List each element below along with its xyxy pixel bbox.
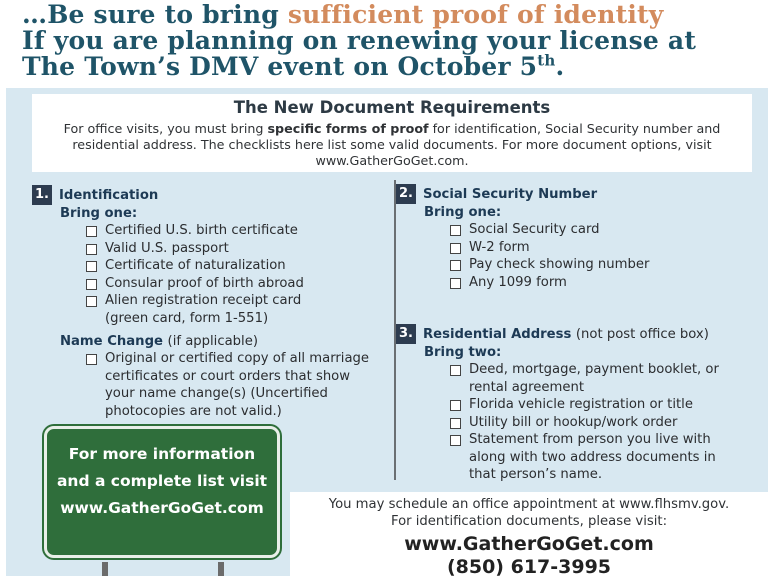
- intro-title: The New Document Requirements: [233, 98, 551, 117]
- ssn-bring: Bring one:: [424, 205, 502, 220]
- checklist-item[interactable]: [86, 222, 382, 240]
- checklist-item-label: Valid U.S. passport: [105, 240, 229, 256]
- checkbox[interactable]: [86, 261, 97, 272]
- checkbox[interactable]: [86, 296, 97, 307]
- appointment-line-1: You may schedule an office appointment at www.flhsmv.gov.: [328, 497, 730, 512]
- checkbox[interactable]: [86, 226, 97, 237]
- checklist-item[interactable]: [86, 257, 382, 275]
- headline-line-3-text: The Town’s DMV event on October 5: [22, 52, 538, 81]
- intro-text-bold: specific forms of proof: [267, 121, 429, 136]
- ssn-title: Social Security Number: [423, 186, 598, 202]
- intro-text: [32, 121, 752, 169]
- name-change-note: (if applicable): [167, 334, 258, 349]
- checklist-item-label: Alien registration receipt card (green card, form 1-551): [105, 293, 302, 326]
- name-change-title: Name Change: [60, 334, 163, 349]
- headline-line-3: [22, 51, 762, 81]
- checkbox[interactable]: [450, 243, 461, 254]
- intro-panel: [32, 94, 752, 172]
- checklist-item[interactable]: [86, 292, 318, 327]
- headline-line-2: If you are planning on renewing your license at: [22, 26, 697, 55]
- checklist-item[interactable]: [450, 431, 730, 484]
- ssn-heading: [396, 184, 746, 204]
- checklist-item[interactable]: [86, 240, 382, 258]
- residential-section: [396, 324, 746, 484]
- name-change-heading: [60, 333, 382, 350]
- checklist-item-label: Original or certified copy of all marriage certificates or court orders that show your name change(s) (Uncertified photocopies are not valid.): [105, 351, 370, 419]
- appointment-website[interactable]: www.GatherGoGet.com: [404, 533, 654, 555]
- checkbox[interactable]: [450, 435, 461, 446]
- ssn-number: 2.: [396, 184, 416, 204]
- checklist-item[interactable]: [450, 274, 746, 292]
- checklist-item-label: Consular proof of birth abroad: [105, 275, 304, 291]
- residential-note: (not post office box): [575, 326, 709, 342]
- checklist-item-label: Certificate of naturalization: [105, 258, 286, 273]
- checkbox[interactable]: [86, 244, 97, 255]
- sign-line-1: For more information: [68, 445, 256, 463]
- checklist-item-label: Pay check showing number: [469, 257, 650, 272]
- checkbox[interactable]: [450, 225, 461, 236]
- sign-post-right: [218, 562, 224, 576]
- checklist-item-label: Deed, mortgage, payment booklet, or rental agreement: [469, 362, 719, 395]
- appointment-phone[interactable]: (850) 617-3995: [446, 556, 612, 578]
- checkbox[interactable]: [450, 278, 461, 289]
- checklist-item[interactable]: [450, 239, 746, 257]
- checkbox[interactable]: [450, 400, 461, 411]
- headline-accent: sufficient proof of identity: [287, 0, 664, 29]
- checklist-item[interactable]: [450, 396, 730, 414]
- checklist-item-label: Statement from person you live with along with two address documents in that person’s name.: [469, 432, 716, 482]
- identification-heading: [32, 185, 382, 205]
- checkbox[interactable]: [86, 354, 97, 365]
- residential-title: Residential Address: [423, 326, 572, 342]
- identification-title: Identification: [59, 187, 159, 203]
- identification-number: 1.: [32, 185, 52, 205]
- info-road-sign: [44, 426, 280, 558]
- sign-line-3[interactable]: www.GatherGoGet.com: [60, 499, 264, 517]
- headline-period: .: [555, 52, 565, 81]
- checklist-item-label: W-2 form: [469, 239, 530, 255]
- checklist-item-label: Florida vehicle registration or title: [469, 397, 693, 412]
- residential-bring: Bring two:: [424, 345, 502, 360]
- document-flyer: [6, 88, 768, 576]
- sign-line-2: and a complete list visit: [56, 472, 268, 490]
- checklist-item-label: Any 1099 form: [469, 274, 567, 290]
- identification-bring: Bring one:: [60, 206, 138, 221]
- headline-line-1: [22, 2, 762, 28]
- ssn-section: [396, 184, 746, 291]
- checklist-item[interactable]: [86, 350, 374, 420]
- sign-post-left: [102, 562, 108, 576]
- residential-heading: [396, 324, 746, 344]
- checklist-item[interactable]: [450, 221, 746, 239]
- checklist-item[interactable]: [450, 414, 730, 432]
- checklist-item-label: Social Security card: [469, 222, 600, 237]
- checkbox[interactable]: [450, 260, 461, 271]
- residential-number: 3.: [396, 324, 416, 344]
- checkbox[interactable]: [450, 418, 461, 429]
- identification-section: [32, 185, 382, 420]
- intro-text-pre: For office visits, you must bring: [63, 121, 268, 136]
- headline: [22, 2, 762, 80]
- intro-text-post: for identification, Social Security number and residential address. The checklists here list some valid documents. For more document options, visit www.GatherGoGet.com.: [72, 121, 721, 168]
- checklist-item-label: Certified U.S. birth certificate: [105, 223, 298, 238]
- checklist-item-label: Utility bill or hookup/work order: [469, 414, 678, 430]
- checklist-item[interactable]: [450, 256, 746, 274]
- appointment-panel: [290, 492, 768, 576]
- checklist-item[interactable]: [450, 361, 730, 396]
- appointment-line-2: For identification documents, please visit:: [390, 514, 668, 529]
- checkbox[interactable]: [86, 279, 97, 290]
- headline-ordinal: th: [537, 51, 556, 70]
- headline-lead: …Be sure to bring: [22, 0, 288, 29]
- checklist-item[interactable]: [86, 275, 382, 293]
- checkbox[interactable]: [450, 365, 461, 376]
